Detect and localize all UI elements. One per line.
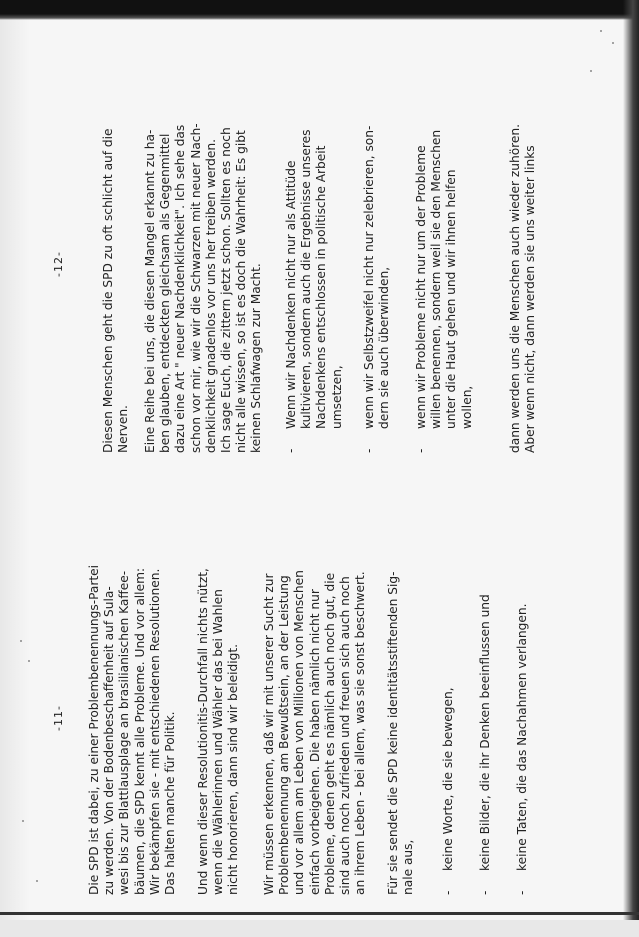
list-item-text: keine Bilder, die ihr Denken beeinflussen und <box>478 594 492 871</box>
list-item-text: Wenn wir Nachdenken nicht nur als Attitüde kultivieren, sondern auch die Ergebnisse unseres Nachdenkens entschlossen in politische Arbeit umsetzen, <box>284 129 344 429</box>
paragraph: Diesen Menschen geht die SPD zu oft schlicht auf die Nerven. <box>101 128 131 453</box>
page-number-right: -12- <box>52 251 65 277</box>
bullet-dash: - <box>414 448 428 453</box>
paragraph: Eine Reihe bei uns, die diesen Mangel erkannt zu ha- ben glauben, entdeckten gleichsam als Gegenmittel dazu eine Art " neuer Nachdenklichkeit". Ich sehe das schon vor mir, wie wir die Schwarzen mit neuer Nach- denklichkeit gnadenlos vor uns her treiben werden. Ich sage Euch, die zittern jetzt schon. Sollten es noch nicht alle wissen, so ist es doch die Wahrheit: Es gibt keinen Schlafwagen zur Macht. <box>143 123 264 453</box>
bullet-dash: - <box>284 448 298 453</box>
paragraph: Die SPD ist dabei, zu einer Problembenennungs-Partei zu werden. Von der Bodenbeschaffenheit auf Sula- wesi bis zur Blattlausplage an brasilianischen Kaffee- bäumen, die SPD kennt alle Probleme. Und vor allem: Wir bekämpfen sie - mit entschiedenen Resolutionen. Das halten manche für Politik. <box>87 564 178 895</box>
bullet-dash: - <box>515 890 529 895</box>
paragraph: Und wenn dieser Resolutionitis-Durchfall nichts nützt, wenn die Wählerinnen und Wähler das bei Wahlen nicht honorieren, dann sind wir beleidigt. <box>196 568 241 895</box>
paragraph: Für sie sendet die SPD keine identitätsstiftenden Sig- nale aus, <box>386 571 416 895</box>
list-item-text: keine Taten, die das Nachahmen verlangen. <box>515 603 529 871</box>
closing-paragraph: dann werden uns die Menschen auch wieder zuhören. Aber wenn nicht, dann werden sie uns weiter links <box>508 123 538 453</box>
paragraph: Wir müssen erkennen, daß wir mit unserer Sucht zur Problembenennung am Bewußtsein, an der Leistung und vor allem am Leben von Millionen von Menschen einfach vorbeigehen. Die haben nämlich nicht nur Probleme, denen geht es nämlich auch noch gut, die sind auch noch zufrieden und freuen sich auch noch an ihrem Leben - bei allem, was sie sonst beschwert. <box>262 570 368 895</box>
page-number-left: -11- <box>52 705 65 731</box>
bullet-dash: - <box>478 890 492 895</box>
bullet-dash: - <box>441 890 455 895</box>
bullet-dash: - <box>362 448 376 453</box>
list-item-text: wenn wir Probleme nicht nur um der Probleme willen benennen, sondern weil sie den Menschen unter die Haut gehen und wir ihnen helfen wollen, <box>414 129 474 429</box>
list-item-text: keine Worte, die sie bewegen, <box>441 687 455 871</box>
list-item-text: wenn wir Selbstzweifel nicht nur zelebrieren, son- dern sie auch überwinden, <box>362 125 392 429</box>
